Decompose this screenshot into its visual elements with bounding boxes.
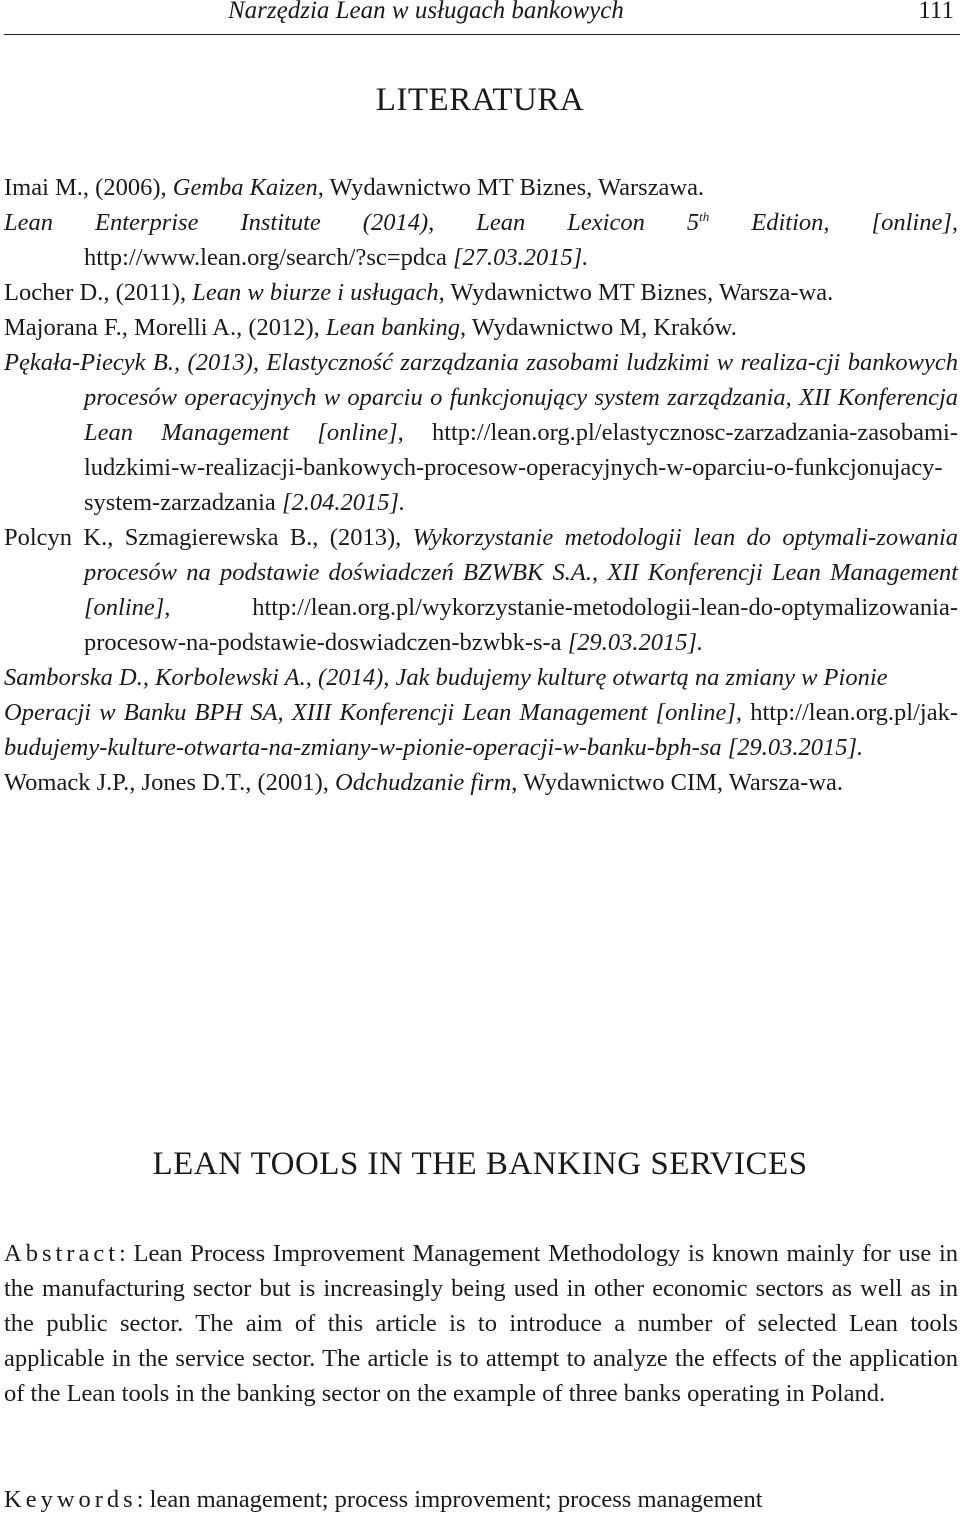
reference-text: [27.03.2015].	[452, 244, 589, 271]
keywords-text: : lean management; process improvement; process management	[136, 1486, 763, 1513]
reference-text: ,	[592, 559, 608, 586]
reference-entry	[4, 170, 958, 205]
reference-text: Wykorzystanie metodologii lean do optymali-zowania procesów na podstawie doświadczeń BZWBK S.A.	[84, 524, 958, 586]
reference-text: , Wydawnictwo M, Kraków.	[460, 314, 737, 341]
reference-text: , Wydawnictwo CIM, Warsza-wa.	[511, 769, 844, 796]
reference-entry	[4, 660, 958, 695]
reference-text: Imai M., (2006),	[4, 174, 173, 201]
reference-text: th	[699, 208, 710, 224]
reference-text: [2.04.2015].	[281, 489, 406, 516]
reference-text: Majorana F., Morelli A., (2012),	[4, 314, 326, 341]
reference-text: http://lean.org.pl/jak-	[750, 699, 958, 726]
reference-text: budujemy-kulture-otwarta-na-zmiany-w-pionie-operacji-w-banku-bph-sa [29.03.2015].	[4, 734, 864, 761]
reference-entry	[4, 765, 958, 800]
keywords	[4, 1482, 958, 1517]
reference-text: http://lean.org.pl/elastycznosc-zarzadzania-zasobami-ludzkimi-w-realizacji-bankowych-procesow-operacyjnych-w-oparciu-o-funkcjonujacy-system-zarzadzania	[84, 419, 958, 516]
abstract-text: : Lean Process Improvement Management Methodology is known mainly for use in the manufacturing sector but is increasingly being used in other economic sectors as well as in the public sector. The aim of this article is to introduce a number of selected Lean tools applicable in the service sector. The article is to attempt to analyze the effects of the application of the Lean tools in the banking sector on the example of three banks operating in Poland.	[4, 1240, 958, 1407]
running-title: Narzędzia Lean w usługach bankowych	[228, 0, 624, 24]
abstract	[4, 1236, 958, 1411]
reference-text: Odchudzanie firm	[335, 769, 512, 796]
reference-text: Pękała-Piecyk B.	[4, 349, 174, 376]
reference-text: XII Konferencji Lean Management [online],	[84, 559, 958, 621]
reference-text: Locher D., (2011),	[4, 279, 193, 306]
reference-text: , Wydawnictwo MT Biznes, Warszawa.	[317, 174, 705, 201]
header-rule	[4, 34, 960, 35]
reference-text: , (2013), Elastyczność zarządzania zasobami ludzkimi w realiza-cji bankowych procesów operacyjnych w oparciu o funkcjonujący system zarządzania, XII Konferencja Lean Management [online],	[84, 349, 958, 446]
reference-text: Womack J.P., Jones D.T., (2001),	[4, 769, 336, 796]
reference-list	[4, 170, 958, 800]
reference-entry	[4, 695, 958, 765]
reference-entry	[4, 275, 958, 310]
running-header	[0, 0, 960, 34]
reference-text: Lean banking	[325, 314, 460, 341]
reference-text: Operacji w Banku BPH SA, XIII Konferencji Lean Management [online],	[4, 699, 751, 726]
reference-text: Lean w biurze i usługach	[192, 279, 439, 306]
reference-text: [29.03.2015].	[567, 629, 704, 656]
reference-text: Edition, [online],	[709, 209, 958, 236]
reference-text: Lean Enterprise Institute (2014), Lean Lexicon 5	[4, 209, 700, 236]
keywords-label: Keywords	[4, 1486, 137, 1513]
reference-entry	[4, 310, 958, 345]
reference-text: Polcyn K., Szmagierewska B., (2013),	[4, 524, 413, 551]
reference-text: Samborska D., Korbolewski A., (2014), Jak budujemy kulturę otwartą na zmiany w Pionie	[4, 664, 888, 691]
reference-entry	[4, 345, 958, 520]
abstract-label: Abstract	[4, 1240, 119, 1267]
english-title: LEAN TOOLS IN THE BANKING SERVICES	[152, 1146, 808, 1182]
page-number: 111	[918, 0, 954, 24]
reference-text: Gemba Kaizen	[172, 174, 318, 201]
reference-entry	[4, 205, 958, 275]
reference-text: , Wydawnictwo MT Biznes, Warsza-wa.	[438, 279, 834, 306]
reference-text: http://lean.org.pl/wykorzystanie-metodologii-lean-do-optymalizowania-procesow-na-podstawie-doswiadczen-bzwbk-s-a	[84, 594, 958, 656]
reference-text: http://www.lean.org/search/?sc=pdca	[84, 244, 453, 271]
reference-entry	[4, 520, 958, 660]
literature-heading: LITERATURA	[375, 82, 585, 118]
